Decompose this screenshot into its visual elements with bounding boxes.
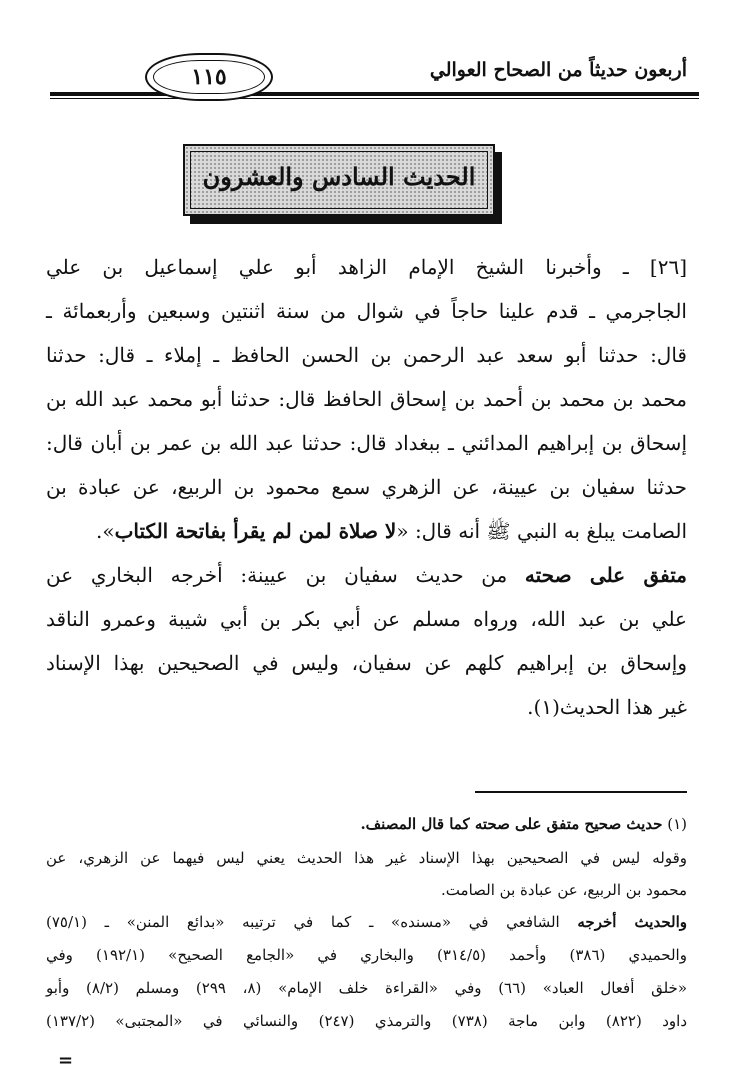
chapter-title: الحديث السادس والعشرون xyxy=(202,162,476,191)
hadith-matn: لا صلاة لمن لم يقرأ بفاتحة الكتاب xyxy=(114,519,397,543)
body-line: إسحاق بن إبراهيم المدائني ـ ببغداد قال: حدثنا عبد الله بن عمر بن أبان قال: xyxy=(46,431,687,455)
body-line: حدثنا سفيان بن عيينة، عن الزهري سمع محمود بن الربيع، عن عبادة بن xyxy=(46,475,687,499)
footnote-line: محمود بن الربيع، عن عبادة بن الصامت. xyxy=(441,881,687,899)
body-line: غير هذا الحديث(١). xyxy=(527,695,687,719)
body-line-hadith-text: الصامت يبلغ به النبي ﷺ أنه قال: «لا صلاة لمن لم يقرأ بفاتحة الكتاب». xyxy=(95,519,687,543)
footnote-continuation-mark: = xyxy=(58,1050,74,1071)
running-title: أربعون حديثاً من الصحاح العوالي xyxy=(429,59,687,81)
body-line: وإسحاق بن إبراهيم كلهم عن سفيان، وليس في الصحيحين بهذا الإسناد xyxy=(46,651,687,675)
body-line: [٢٦] ـ وأخبرنا الشيخ الإمام الزاهد أبو علي إسماعيل بن علي xyxy=(46,255,687,279)
running-header xyxy=(50,45,699,103)
footnote-line: والحديث أخرجه الشافعي في «مسنده» ـ كما في ترتيبه «بدائع المنن» ـ (٧٥/١) xyxy=(46,913,687,931)
footnote-line: (١) حديث صحيح متفق على صحته كما قال المصنف. xyxy=(360,815,687,833)
footnote-line: والحميدي (٣٨٦) وأحمد (٣١٤/٥) والبخاري في «الجامع الصحيح» (١٩٢/١) وفي xyxy=(46,946,687,964)
header-rule-thin xyxy=(50,98,699,99)
footnote-line: وقوله ليس في الصحيحين بهذا الإسناد غير هذا الحديث يعني ليس فيهما عن الزهري، عن xyxy=(46,849,687,867)
body-line-takhrij: متفق على صحته من حديث سفيان بن عيينة: أخرجه البخاري عن xyxy=(46,563,687,587)
header-rule-thick xyxy=(50,92,699,96)
page-number: ١١٥ xyxy=(191,64,227,90)
page-number-badge xyxy=(145,53,273,101)
body-line: محمد بن محمد بن أحمد بن إسحاق الحافظ قال: حدثنا أبو محمد عبد الله بن xyxy=(46,387,687,411)
body-line: علي بن عبد الله، ورواه مسلم عن أبي بكر بن أبي شيبة وعمرو الناقد xyxy=(46,607,687,631)
body-line: قال: حدثنا أبو سعد عبد الرحمن بن الحسن الحافظ ـ إملاء ـ قال: حدثنا xyxy=(46,343,687,367)
footnote-separator xyxy=(475,791,687,793)
takhrij-heading: متفق على صحته xyxy=(524,563,687,587)
chapter-title-box xyxy=(183,144,495,216)
footnote-line: داود (٨٢٢) وابن ماجة (٧٣٨) والترمذي (٢٤٧) والنسائي في «المجتبى» (١٣٧/٢) xyxy=(46,1012,688,1030)
body-line: الجاجرمي ـ قدم علينا حاجاً في شوال من سنة اثنتين وسبعين وأربعمائة ـ xyxy=(46,299,687,323)
footnote-line: «خلق أفعال العباد» (٦٦) وفي «القراءة خلف الإمام» (٨، ٢٩٩) ومسلم (٨/٢) وأبو xyxy=(46,979,687,997)
